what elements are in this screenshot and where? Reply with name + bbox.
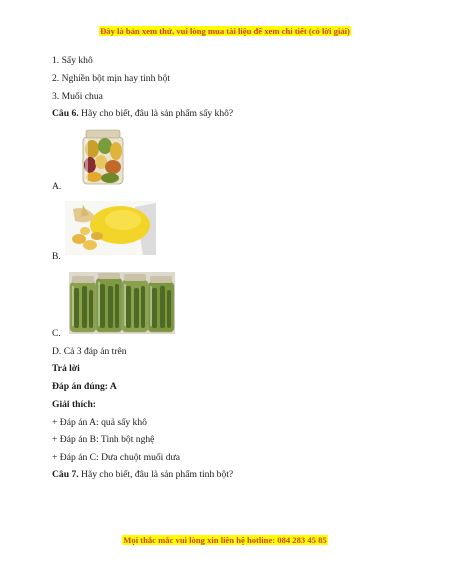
- turmeric-powder-image: [65, 201, 156, 255]
- method-item-drying: 1. Sấy khô: [52, 55, 93, 66]
- question-6-number: Câu 6.: [52, 108, 79, 119]
- explanation-item-b: + Đáp án B: Tinh bột nghệ: [52, 434, 155, 445]
- dried-fruit-jar-image: [80, 129, 126, 185]
- question-6: [52, 108, 233, 119]
- correct-answer: Đáp án đúng: A: [52, 381, 117, 392]
- hotline-text: Mọi thắc mắc vui lòng xin liên hệ hotline: 084 283 45 85: [123, 535, 327, 545]
- method-item-pickling: 3. Muối chua: [52, 91, 103, 102]
- option-c-label: C.: [52, 328, 61, 339]
- explanation-item-c: + Đáp án C: Dưa chuột muối dưa: [52, 452, 180, 463]
- question-6-text: Hãy cho biết, đâu là sản phẩm sấy khô?: [78, 108, 234, 119]
- option-a-label: A.: [52, 181, 62, 192]
- option-d-label: D. Cả 3 đáp án trên: [52, 346, 127, 357]
- explanation-heading: Giải thích:: [52, 399, 96, 410]
- pickled-cucumber-jars-image: [69, 272, 175, 334]
- preview-notice-text: Đây là bản xem thử, vui lòng mua tài liệu để xem chi tiết (có lời giải): [100, 26, 350, 36]
- preview-notice-banner: [0, 26, 450, 36]
- option-b-label: B.: [52, 251, 61, 262]
- question-7-number: Câu 7.: [52, 469, 79, 480]
- method-item-grinding: 2. Nghiền bột mịn hay tinh bột: [52, 73, 171, 84]
- hotline-banner: [0, 535, 450, 545]
- question-7-text: Hãy cho biết, đâu là sản phẩm tinh bột?: [78, 469, 234, 480]
- question-7: [52, 469, 233, 480]
- explanation-item-a: + Đáp án A: quả sấy khô: [52, 417, 147, 428]
- answer-heading: Trả lời: [52, 363, 80, 374]
